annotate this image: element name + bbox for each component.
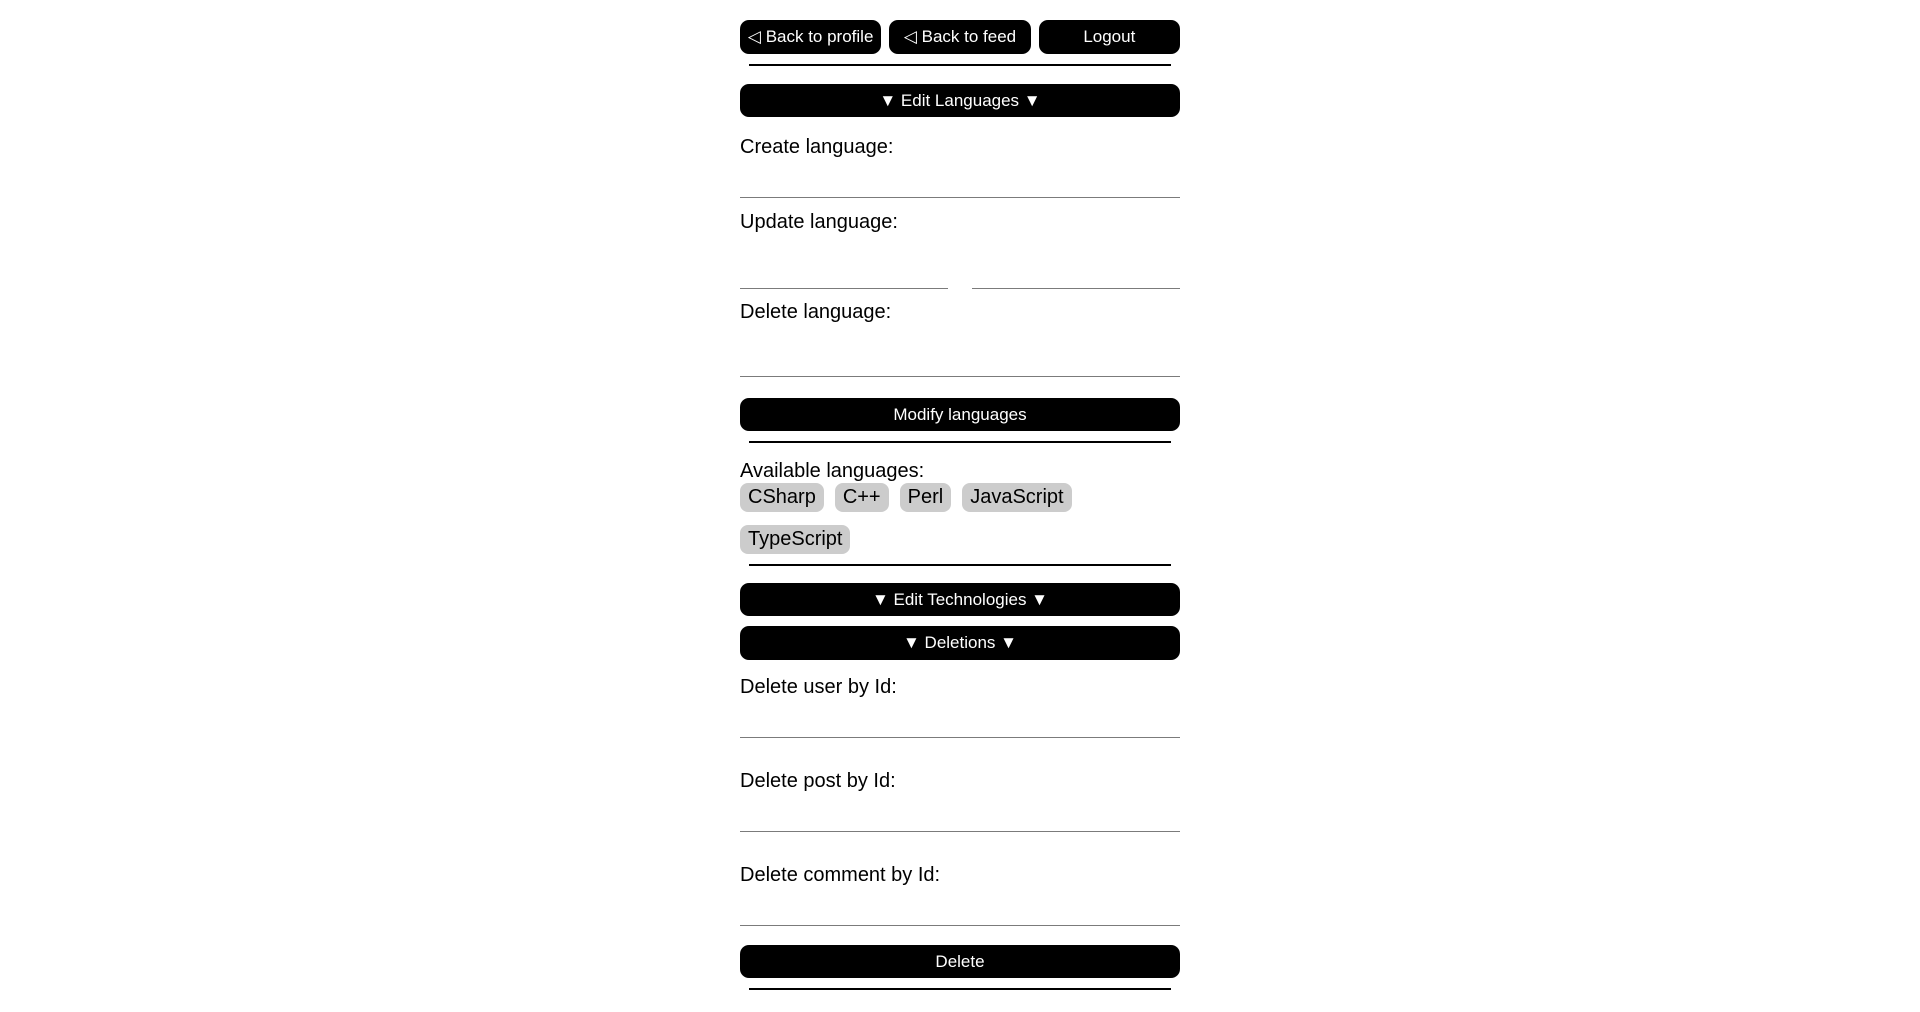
back-to-profile-button[interactable]: ◁ Back to profile bbox=[740, 20, 881, 54]
delete-post-label: Delete post by Id: bbox=[740, 770, 896, 792]
delete-language-field bbox=[740, 301, 1180, 377]
update-language-field bbox=[740, 211, 1180, 289]
create-language-input[interactable] bbox=[740, 159, 1180, 198]
delete-user-label: Delete user by Id: bbox=[740, 676, 897, 698]
logout-button[interactable]: Logout bbox=[1039, 20, 1180, 54]
header-actions bbox=[740, 20, 1180, 54]
languages-divider-bottom bbox=[749, 564, 1171, 566]
admin-panel bbox=[740, 0, 1180, 990]
edit-languages-toggle[interactable]: ▼ Edit Languages ▼ bbox=[740, 84, 1180, 117]
delete-user-field bbox=[740, 676, 1180, 738]
language-tag: C++ bbox=[835, 483, 889, 512]
edit-technologies-toggle[interactable]: ▼ Edit Technologies ▼ bbox=[740, 583, 1180, 616]
create-language-field bbox=[740, 136, 1180, 198]
update-language-new-input[interactable] bbox=[972, 249, 1180, 289]
back-to-feed-button[interactable]: ◁ Back to feed bbox=[889, 20, 1030, 54]
update-language-label: Update language: bbox=[740, 211, 898, 233]
delete-language-label: Delete language: bbox=[740, 301, 892, 323]
update-language-old-input[interactable] bbox=[740, 249, 948, 289]
language-tag: Perl bbox=[900, 483, 952, 512]
deletions-toggle[interactable]: ▼ Deletions ▼ bbox=[740, 626, 1180, 660]
modify-languages-button[interactable]: Modify languages bbox=[740, 398, 1180, 431]
delete-comment-id-input[interactable] bbox=[740, 887, 1180, 926]
delete-button[interactable]: Delete bbox=[740, 945, 1180, 978]
language-tag: CSharp bbox=[740, 483, 824, 512]
update-language-inputs bbox=[740, 249, 1180, 289]
delete-comment-field bbox=[740, 864, 1180, 926]
language-tag: JavaScript bbox=[962, 483, 1071, 512]
header-divider bbox=[749, 64, 1171, 66]
delete-comment-label: Delete comment by Id: bbox=[740, 864, 941, 886]
delete-user-id-input[interactable] bbox=[740, 699, 1180, 738]
delete-post-field bbox=[740, 770, 1180, 832]
delete-post-id-input[interactable] bbox=[740, 793, 1180, 832]
language-tag: TypeScript bbox=[740, 525, 850, 554]
available-languages-list bbox=[740, 483, 1180, 554]
create-language-label: Create language: bbox=[740, 136, 894, 158]
languages-divider-top bbox=[749, 441, 1171, 443]
available-languages-label: Available languages: bbox=[740, 460, 925, 482]
deletions-divider-bottom bbox=[749, 988, 1171, 990]
delete-language-input[interactable] bbox=[740, 338, 1180, 377]
